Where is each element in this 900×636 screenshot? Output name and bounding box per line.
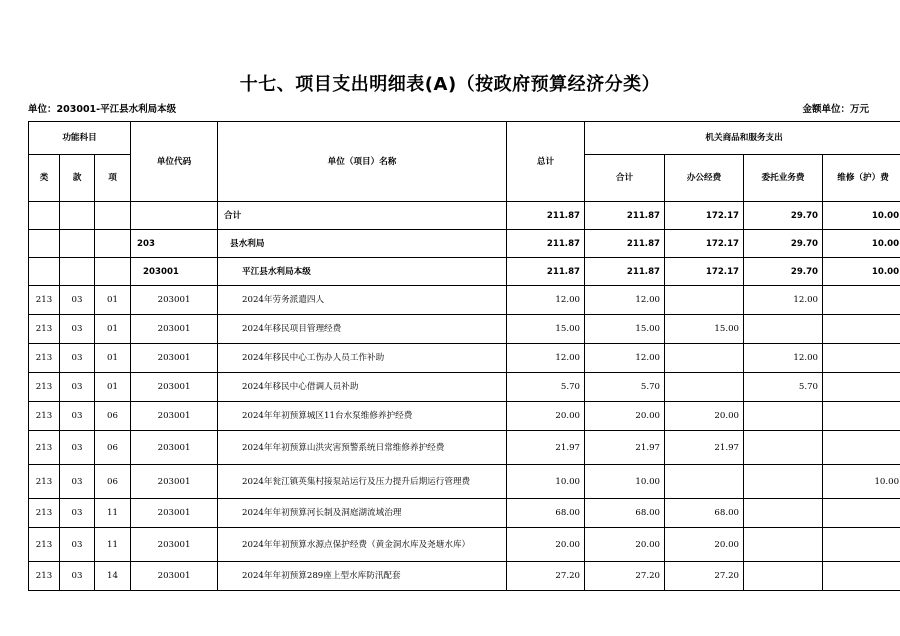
cell-lei: 213 [29, 344, 60, 373]
cell-lei: 213 [29, 373, 60, 402]
cell-entrust [744, 431, 823, 465]
cell-entrust: 12.00 [744, 344, 823, 373]
cell-total: 5.70 [507, 373, 585, 402]
cell-name: 2024年瓮江镇英集村接泵站运行及压力提升后期运行管理费 [218, 465, 507, 499]
cell-total: 211.87 [507, 202, 585, 230]
table-row [29, 286, 900, 315]
cell-name: 平江县水利局本级 [218, 258, 507, 286]
cell-kuan [60, 230, 95, 258]
cell-subtotal: 68.00 [585, 499, 665, 528]
header-total: 总计 [507, 122, 585, 202]
cell-office [665, 344, 744, 373]
cell-office [665, 465, 744, 499]
cell-total: 10.00 [507, 465, 585, 499]
cell-name: 2024年年初预算289座上型水库防汛配套 [218, 562, 507, 591]
cell-xiang: 11 [95, 499, 131, 528]
cell-office: 172.17 [665, 202, 744, 230]
cell-subtotal: 211.87 [585, 258, 665, 286]
cell-lei [29, 202, 60, 230]
cell-xiang: 01 [95, 344, 131, 373]
cell-total: 12.00 [507, 286, 585, 315]
cell-code: 203001 [131, 315, 218, 344]
cell-repair: 10.00 [823, 202, 900, 230]
header-xiang: 项 [95, 155, 131, 202]
cell-kuan [60, 202, 95, 230]
cell-xiang: 01 [95, 286, 131, 315]
cell-subtotal: 211.87 [585, 230, 665, 258]
table-row [29, 315, 900, 344]
cell-code [131, 202, 218, 230]
cell-name: 县水利局 [218, 230, 507, 258]
project-expenditure-table [28, 121, 900, 591]
cell-subtotal: 5.70 [585, 373, 665, 402]
cell-repair [823, 373, 900, 402]
cell-entrust: 29.70 [744, 202, 823, 230]
cell-name: 合计 [218, 202, 507, 230]
cell-lei: 213 [29, 465, 60, 499]
cell-entrust: 12.00 [744, 286, 823, 315]
cell-repair: 10.00 [823, 230, 900, 258]
cell-repair [823, 286, 900, 315]
cell-name: 2024年移民项目管理经费 [218, 315, 507, 344]
cell-lei: 213 [29, 315, 60, 344]
cell-office: 172.17 [665, 258, 744, 286]
table-row [29, 431, 900, 465]
cell-name: 2024年年初预算山洪灾害预警系统日常维修养护经费 [218, 431, 507, 465]
cell-office: 68.00 [665, 499, 744, 528]
cell-subtotal: 21.97 [585, 431, 665, 465]
cell-entrust [744, 499, 823, 528]
summary-row [29, 230, 900, 258]
cell-subtotal: 20.00 [585, 528, 665, 562]
cell-subtotal: 20.00 [585, 402, 665, 431]
cell-code: 203 [131, 230, 218, 258]
cell-kuan [60, 258, 95, 286]
cell-lei: 213 [29, 402, 60, 431]
cell-total: 15.00 [507, 315, 585, 344]
cell-entrust [744, 465, 823, 499]
cell-code: 203001 [131, 286, 218, 315]
cell-repair: 10.00 [823, 465, 900, 499]
cell-subtotal: 12.00 [585, 344, 665, 373]
cell-name: 2024年移民中心工伤办人员工作补助 [218, 344, 507, 373]
cell-lei [29, 230, 60, 258]
cell-code: 203001 [131, 344, 218, 373]
cell-repair [823, 562, 900, 591]
cell-office: 20.00 [665, 528, 744, 562]
header-kuan: 款 [60, 155, 95, 202]
header-lei: 类 [29, 155, 60, 202]
cell-office: 15.00 [665, 315, 744, 344]
table-row [29, 465, 900, 499]
cell-xiang: 11 [95, 528, 131, 562]
cell-total: 211.87 [507, 258, 585, 286]
cell-xiang: 01 [95, 315, 131, 344]
header-unit-code: 单位代码 [131, 122, 218, 202]
page-title: 十七、项目支出明细表(A)（按政府预算经济分类） [239, 74, 661, 95]
cell-lei: 213 [29, 528, 60, 562]
cell-office: 27.20 [665, 562, 744, 591]
cell-total: 20.00 [507, 528, 585, 562]
cell-office [665, 373, 744, 402]
cell-lei: 213 [29, 431, 60, 465]
table-row [29, 344, 900, 373]
cell-kuan: 03 [60, 528, 95, 562]
cell-repair [823, 528, 900, 562]
cell-entrust [744, 562, 823, 591]
cell-total: 12.00 [507, 344, 585, 373]
table-row [29, 562, 900, 591]
cell-repair [823, 431, 900, 465]
header-func-subject: 功能科目 [29, 122, 131, 155]
cell-kuan: 03 [60, 373, 95, 402]
cell-entrust: 5.70 [744, 373, 823, 402]
cell-xiang: 06 [95, 402, 131, 431]
summary-row [29, 258, 900, 286]
summary-row [29, 202, 900, 230]
cell-kuan: 03 [60, 562, 95, 591]
cell-repair [823, 344, 900, 373]
cell-subtotal: 15.00 [585, 315, 665, 344]
cell-kuan: 03 [60, 431, 95, 465]
cell-kuan: 03 [60, 402, 95, 431]
cell-kuan: 03 [60, 344, 95, 373]
cell-name: 2024年年初预算城区11台水泵维修养护经费 [218, 402, 507, 431]
cell-kuan: 03 [60, 315, 95, 344]
cell-total: 27.20 [507, 562, 585, 591]
header-unit-name: 单位（项目）名称 [218, 122, 507, 202]
cell-office: 20.00 [665, 402, 744, 431]
cell-repair [823, 315, 900, 344]
cell-lei: 213 [29, 499, 60, 528]
cell-kuan: 03 [60, 286, 95, 315]
cell-code: 203001 [131, 528, 218, 562]
cell-total: 20.00 [507, 402, 585, 431]
cell-entrust: 29.70 [744, 230, 823, 258]
cell-code: 203001 [131, 562, 218, 591]
cell-total: 211.87 [507, 230, 585, 258]
cell-code: 203001 [131, 465, 218, 499]
cell-entrust: 29.70 [744, 258, 823, 286]
cell-name: 2024年移民中心借调人员补助 [218, 373, 507, 402]
header-group: 机关商品和服务支出 [585, 122, 900, 155]
cell-xiang: 06 [95, 431, 131, 465]
cell-code: 203001 [131, 373, 218, 402]
cell-xiang: 06 [95, 465, 131, 499]
cell-office: 172.17 [665, 230, 744, 258]
cell-lei: 213 [29, 286, 60, 315]
cell-kuan: 03 [60, 499, 95, 528]
cell-office [665, 286, 744, 315]
cell-xiang: 14 [95, 562, 131, 591]
table-row [29, 373, 900, 402]
cell-entrust [744, 315, 823, 344]
cell-subtotal: 27.20 [585, 562, 665, 591]
header-repair: 维修（护）费 [823, 155, 900, 202]
header-entrust: 委托业务费 [744, 155, 823, 202]
cell-entrust [744, 402, 823, 431]
cell-lei: 213 [29, 562, 60, 591]
cell-subtotal: 12.00 [585, 286, 665, 315]
cell-name: 2024年年初预算河长制及洞庭湖流域治理 [218, 499, 507, 528]
cell-total: 68.00 [507, 499, 585, 528]
cell-total: 21.97 [507, 431, 585, 465]
header-subtotal: 合计 [585, 155, 665, 202]
table-row [29, 528, 900, 562]
cell-subtotal: 10.00 [585, 465, 665, 499]
cell-code: 203001 [131, 499, 218, 528]
cell-xiang [95, 258, 131, 286]
cell-code: 203001 [131, 402, 218, 431]
cell-subtotal: 211.87 [585, 202, 665, 230]
cell-xiang [95, 202, 131, 230]
cell-code: 203001 [131, 431, 218, 465]
cell-office: 21.97 [665, 431, 744, 465]
cell-name: 2024年年初预算水源点保护经费（黄金洞水库及尧塘水库） [218, 528, 507, 562]
cell-code: 203001 [131, 258, 218, 286]
table-row [29, 499, 900, 528]
unit-label: 单位：203001-平江县水利局本级 [28, 104, 177, 115]
cell-repair [823, 499, 900, 528]
cell-kuan: 03 [60, 465, 95, 499]
cell-repair: 10.00 [823, 258, 900, 286]
table-row [29, 402, 900, 431]
cell-xiang: 01 [95, 373, 131, 402]
header-office: 办公经费 [665, 155, 744, 202]
cell-repair [823, 402, 900, 431]
cell-name: 2024年劳务派遣四人 [218, 286, 507, 315]
amount-unit-label: 金额单位：万元 [802, 104, 869, 115]
cell-lei [29, 258, 60, 286]
cell-entrust [744, 528, 823, 562]
cell-xiang [95, 230, 131, 258]
